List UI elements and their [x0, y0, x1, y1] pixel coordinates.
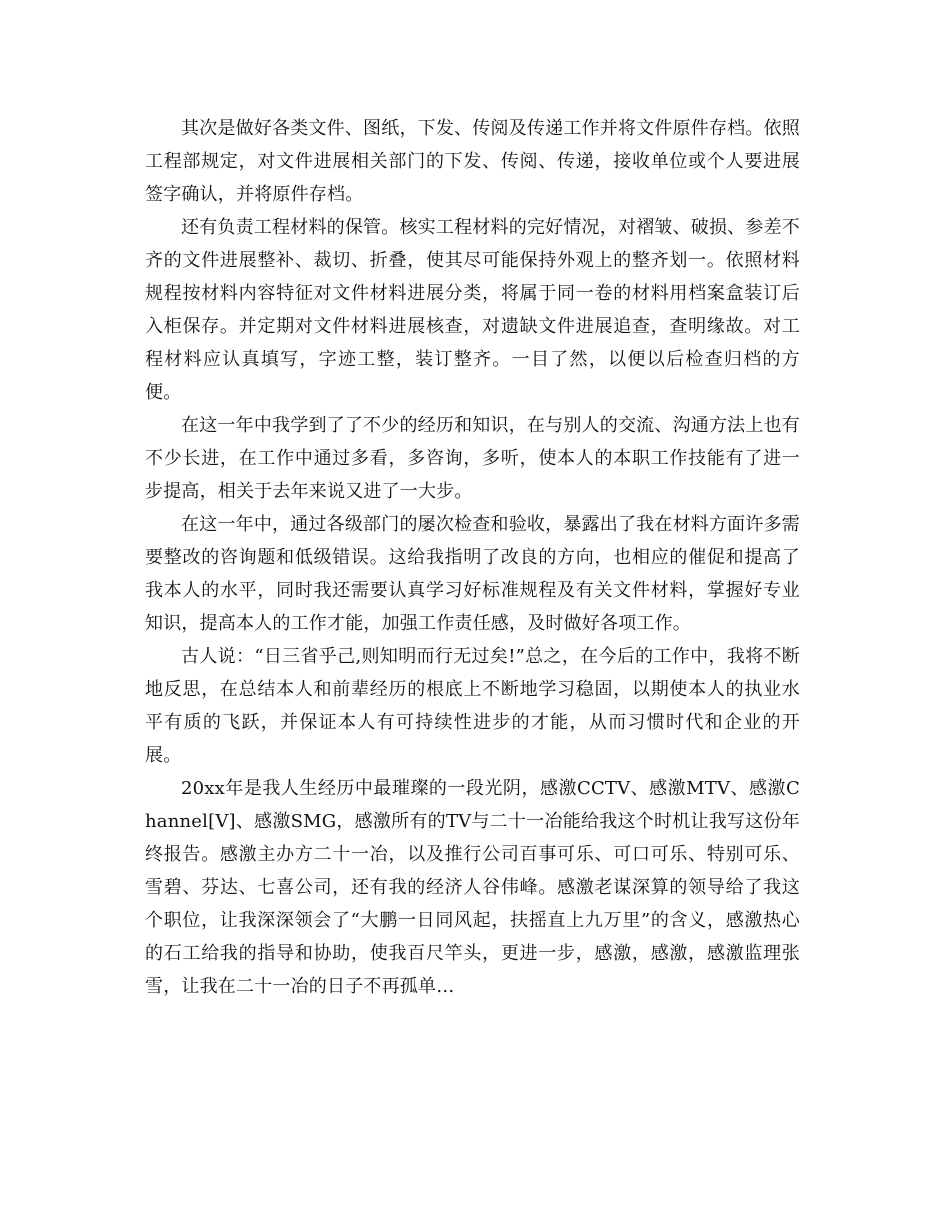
document-body: [145, 112, 800, 1003]
paragraph-learning: 在这一年中我学到了了不少的经历和知识，在与别人的交流、沟通方法上也有不少长进，在工作中通过多看，多咨询，多听，使本人的本职工作技能有了进一步提高，相关于去年来说又进了一大步。: [145, 415, 800, 502]
paragraph-inspections: 在这一年中，通过各级部门的屡次检查和验收，暴露出了我在材料方面许多需要整改的咨询题和低级错误。这给我指明了改良的方向，也相应的催促和提高了我本人的水平，同时我还需要认真学习好标准规程及有关文件材料，掌握好专业知识，提高本人的工作才能，加强工作责任感，及时做好各项工作。: [145, 514, 800, 634]
paragraph-reflection: 古人说：“日三省乎己,则知明而行无过矣!”总之，在今后的工作中，我将不断地反思，在总结本人和前辈经历的根底上不断地学习稳固，以期使本人的执业水平有质的飞跃，并保证本人有可持续性进步的才能，从而习惯时代和企业的开展。: [145, 646, 800, 766]
paragraph-archiving: 其次是做好各类文件、图纸，下发、传阅及传递工作并将文件原件存档。依照工程部规定，对文件进展相关部门的下发、传阅、传递，接收单位或个人要进展签字确认，并将原件存档。: [145, 118, 800, 205]
paragraph-materials-custody: 还有负责工程材料的保管。核实工程材料的完好情况，对褶皱、破损、参差不齐的文件进展整补、裁切、折叠，使其尽可能保持外观上的整齐划一。依照材料规程按材料内容特征对文件材料进展分类，将属于同一卷的材料用档案盒装订后入柜保存。并定期对文件材料进展核查，对遗缺文件进展追查，查明缘故。对工程材料应认真填写，字迹工整，装订整齐。一目了然，以便以后检查归档的方便。: [145, 217, 800, 403]
paragraph-thanks: 20xx年是我人生经历中最璀璨的一段光阴，感激CCTV、感激MTV、感激Channel[V]、感激SMG，感激所有的TV与二十一冶能给我这个时机让我写这份年终报告。感激主办方二十一冶，以及推行公司百事可乐、可口可乐、特别可乐、雪碧、芬达、七喜公司，还有我的经济人谷伟峰。感激老谋深算的领导给了我这个职位，让我深深领会了“大鹏一日同风起，扶摇直上九万里”的含义，感激热心的石工给我的指导和协助，使我百尺竿头，更进一步，感激，感激，感激监理张雪，让我在二十一冶的日子不再孤单…: [145, 778, 800, 997]
